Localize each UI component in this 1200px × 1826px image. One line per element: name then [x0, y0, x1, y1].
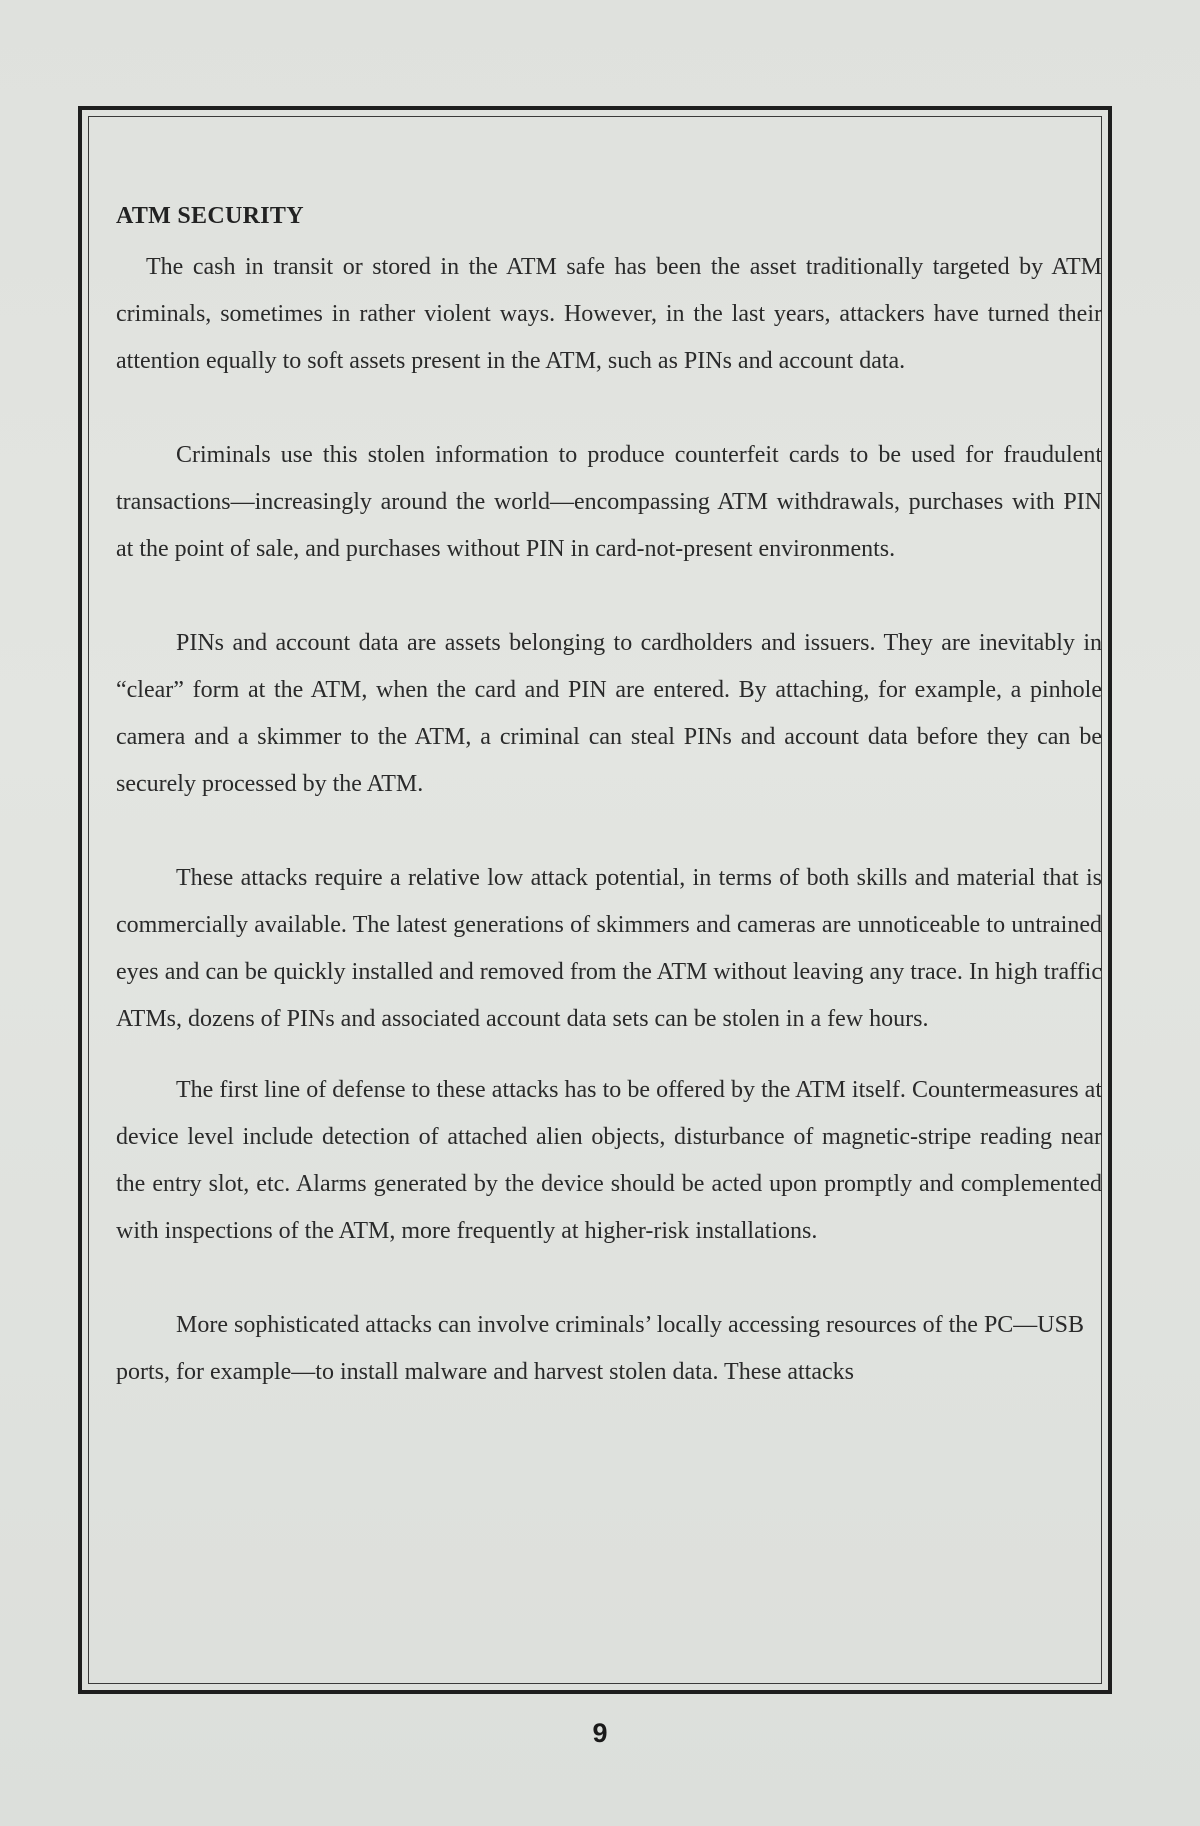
page-number: 9	[592, 1718, 608, 1748]
paragraph-6: More sophisticated attacks can involve criminals’ locally accessing resources of the PC—USB ports, for example—to install malware and harvest stolen data. These attacks	[116, 1312, 1084, 1385]
section-heading: ATM SECURITY	[116, 203, 304, 229]
page-content	[116, 194, 1102, 1396]
paragraph-5: The first line of defense to these attacks has to be offered by the ATM itself. Countermeasures at device level include detection of attached alien objects, disturbance of magnetic-stripe reading near the entry slot, etc. Alarms generated by the device should be acted upon promptly and complemented with inspections of the ATM, more frequently at higher-risk installations.	[116, 1077, 1102, 1244]
page-border-frame	[78, 106, 1112, 1694]
paragraph-1: The cash in transit or stored in the ATM safe has been the asset traditionally targeted by ATM criminals, sometimes in rather violent ways. However, in the last years, attackers have turned their attention equally to soft assets present in the ATM, such as PINs and account data.	[116, 254, 1102, 374]
paragraph-4: These attacks require a relative low attack potential, in terms of both skills and material that is commercially available. The latest generations of skimmers and cameras are unnoticeable to untrained eyes and can be quickly installed and removed from the ATM without leaving any trace. In high traffic ATMs, dozens of PINs and associated account data sets can be stolen in a few hours.	[116, 865, 1102, 1032]
paragraph-2: Criminals use this stolen information to produce counterfeit cards to be used for fraudulent transactions—increasingly around the world—encompassing ATM withdrawals, purchases with PIN at the point of sale, and purchases without PIN in card-not-present environments.	[116, 442, 1102, 562]
paragraph-3: PINs and account data are assets belonging to cardholders and issuers. They are inevitably in “clear” form at the ATM, when the card and PIN are entered. By attaching, for example, a pinhole camera and a skimmer to the ATM, a criminal can steal PINs and account data before they can be securely processed by the ATM.	[116, 630, 1102, 797]
